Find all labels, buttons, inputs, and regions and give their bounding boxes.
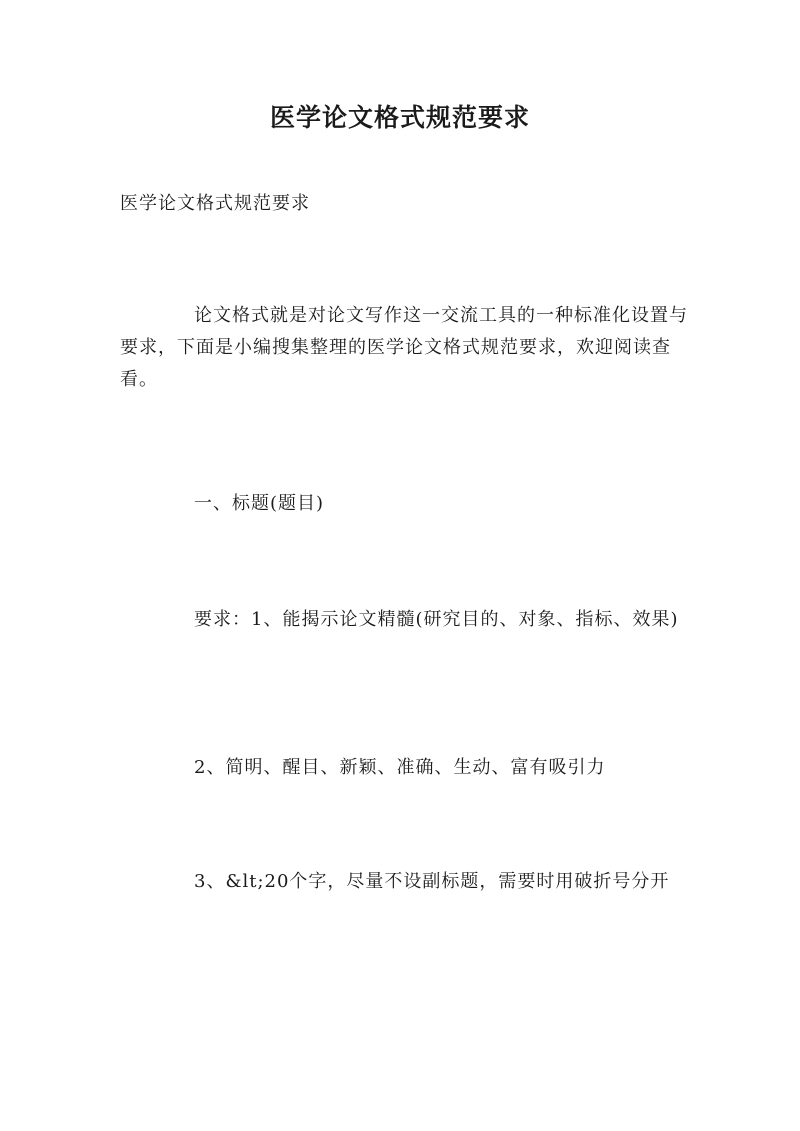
document-title: 医学论文格式规范要求 [269, 103, 530, 132]
intro-paragraph: 论文格式就是对论文写作这一交流工具的一种标准化设置与要求，下面是小编搜集整理的医学论文格式规范要求，欢迎阅读查看。 [120, 305, 688, 390]
requirement-1-paragraph: 要求：1、能揭示论文精髓(研究目的、对象、指标、效果) [194, 609, 679, 630]
document-subtitle: 医学论文格式规范要求 [120, 193, 310, 214]
requirement-2-paragraph: 2、简明、醒目、新颖、准确、生动、富有吸引力 [194, 757, 606, 778]
requirement-3-paragraph: 3、&lt;20个字，尽量不设副标题，需要时用破折号分开 [194, 871, 670, 892]
section-heading-title: 一、标题(题目) [194, 493, 325, 514]
